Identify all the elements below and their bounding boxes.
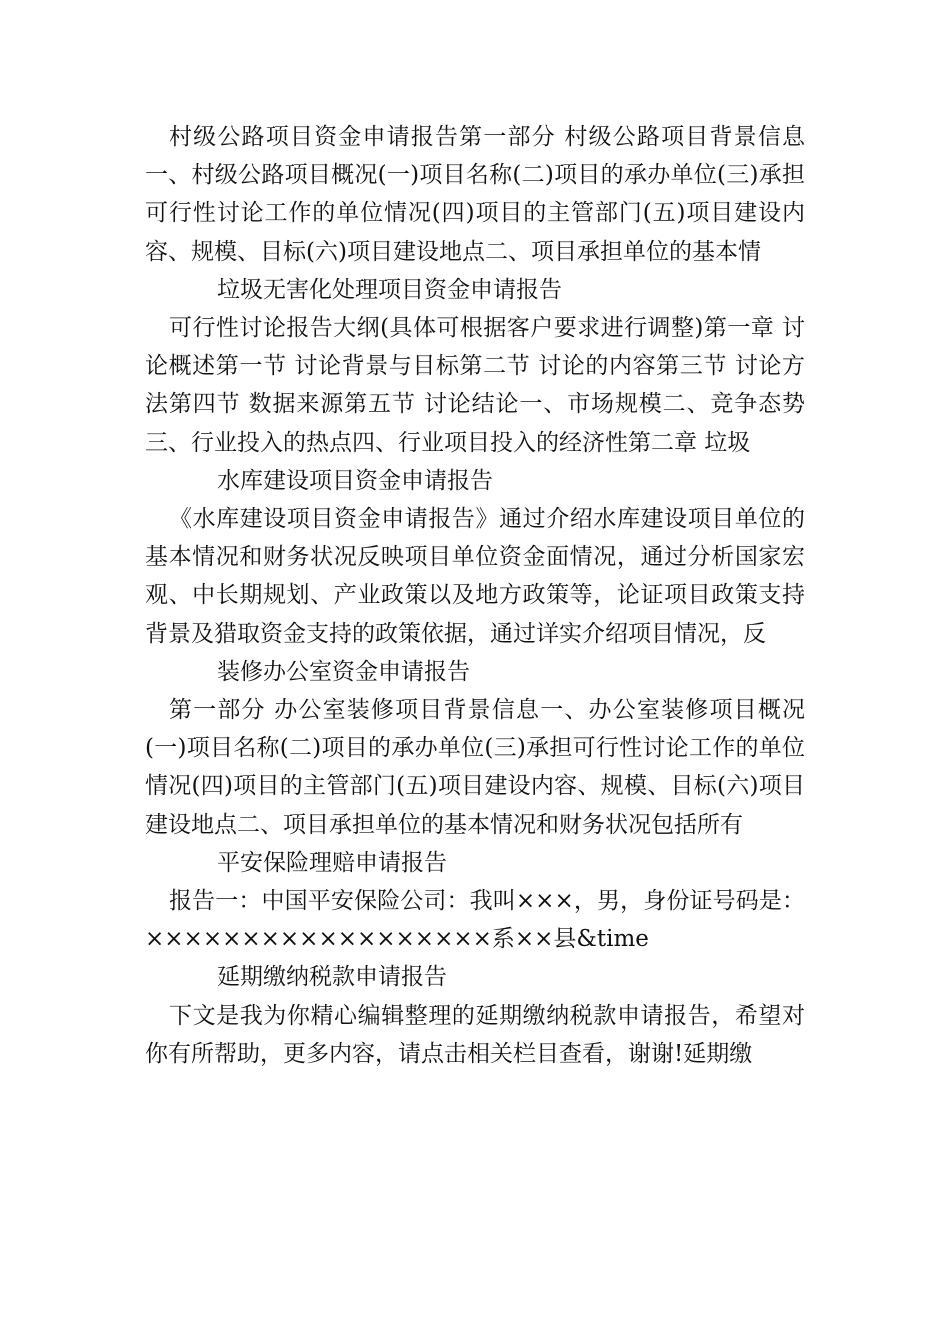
section-garbage-treatment (145, 271, 805, 462)
section-body: 可行性讨论报告大纲(具体可根据客户要求进行调整)第一章 讨论概述第一节 讨论背景与目标第二节 讨论的内容第三节 讨论方法第四节 数据来源第五节 讨论结论一、市场规模二、竞争态势三、行业投入的热点四、行业项目投入的经济性第二章 垃圾 (145, 315, 805, 456)
section-office-renovation (145, 653, 805, 844)
section-tax-deferral (145, 958, 805, 1073)
section-reservoir-construction (145, 462, 805, 653)
section-body: 下文是我为你精心编辑整理的延期缴纳税款申请报告，希望对你有所帮助，更多内容，请点击相关栏目查看，谢谢!延期缴 (145, 1002, 805, 1067)
document-page (145, 118, 805, 1073)
section-title: 垃圾无害化处理项目资金申请报告 (217, 276, 562, 303)
section-body: 报告一：中国平安保险公司：我叫×××，男，身份证号码是：××××××××××××××××××系××县&time (145, 888, 805, 953)
section-body: 第一部分 办公室装修项目背景信息一、办公室装修项目概况(一)项目名称(二)项目的承办单位(三)承担可行性讨论工作的单位情况(四)项目的主管部门(五)项目建设内容、规模、目标(六)项目建设地点二、项目承担单位的基本情况和财务状况包括所有 (145, 697, 805, 838)
section-insurance-claim (145, 844, 805, 959)
section-title: 延期缴纳税款申请报告 (217, 964, 447, 991)
section-title: 平安保险理赔申请报告 (217, 849, 447, 876)
section-title: 装修办公室资金申请报告 (217, 658, 470, 685)
section-title: 水库建设项目资金申请报告 (217, 467, 493, 494)
section-body: 《水库建设项目资金申请报告》通过介绍水库建设项目单位的基本情况和财务状况反映项目单位资金面情况，通过分析国家宏观、中长期规划、产业政策以及地方政策等，论证项目政策支持背景及猎取资金支持的政策依据，通过详实介绍项目情况，反 (145, 506, 805, 647)
intro-paragraph: 村级公路项目资金申请报告第一部分 村级公路项目背景信息一、村级公路项目概况(一)项目名称(二)项目的承办单位(三)承担可行性讨论工作的单位情况(四)项目的主管部门(五)项目建设内容、规模、目标(六)项目建设地点二、项目承担单位的基本情 (145, 124, 805, 265)
